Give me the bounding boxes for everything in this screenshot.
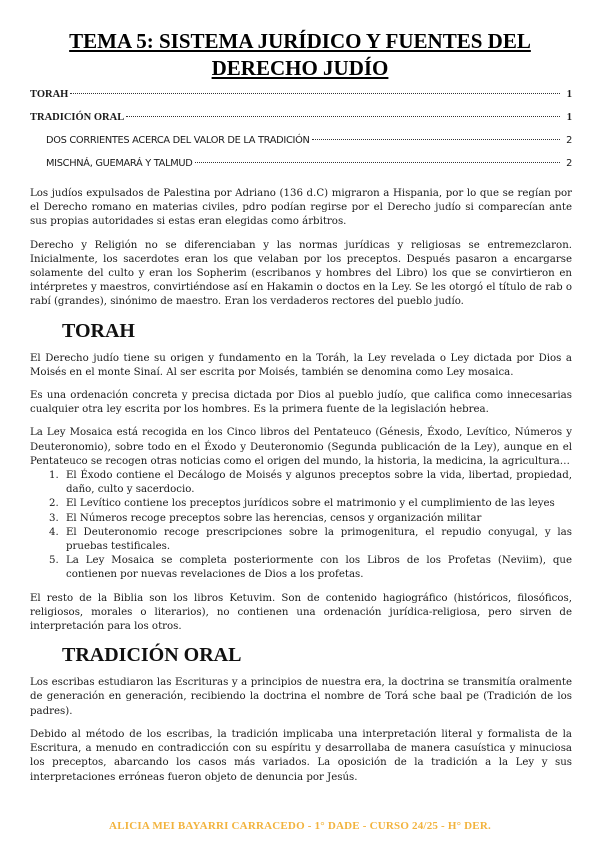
torah-list — [30, 469, 572, 583]
toc-leader — [126, 116, 560, 117]
intro-paragraph: Los judíos expulsados de Palestina por Adriano (136 d.C) migraron a Hispania, por lo que se regían por el Derecho romano en materias civiles, pdro podían regirse por el Derecho judío si comparecían ante sus propias autoridades si estas eran elegidas como árbitros. — [30, 188, 572, 228]
oral-paragraph: Debido al método de los escribas, la tradición implicaba una interpretación literal y formalista de la Escritura, a menudo en contradicción con su espíritu y desarrollaba de manera casuística y minuciosa los preceptos, abarcando los casos más variados. La oposición de la tradición a la Ley y sus interpretaciones erróneas fueron objeto de denuncia por Jesús. — [30, 728, 572, 783]
document-title: TEMA 5: SISTEMA JURÍDICO Y FUENTES DEL DERECHO JUDÍO — [69, 29, 531, 80]
toc-page-number: 1 — [566, 89, 572, 100]
section-heading-torah: TORAH — [62, 319, 135, 342]
list-item: 1. El Éxodo contiene el Decálogo de Moisés y algunos preceptos sobre la vida, libertad, propiedad, daño, culto y sacerdocio. — [62, 469, 572, 497]
toc-leader — [312, 139, 560, 140]
toc-entry-label: MISCHNÁ, GUEMARÁ Y TALMUD — [46, 158, 193, 169]
list-item: 2. El Levítico contiene los preceptos jurídicos sobre el matrimonio y el cumplimiento de las leyes — [62, 497, 572, 511]
toc-entry-label: TORAH — [30, 89, 69, 100]
torah-paragraph: El Derecho judío tiene su origen y fundamento en la Toráh, la Ley revelada o Ley dictada por Dios a Moisés en el monte Sinaí. Al ser escrita por Moisés, también se denomina como Ley mosaica. — [30, 352, 572, 378]
toc-entry-label: DOS CORRIENTES ACERCA DEL VALOR DE LA TRADICIÓN — [46, 135, 310, 146]
intro-paragraph: Derecho y Religión no se diferenciaban y las normas jurídicas y religiosas se entremezclaron. Inicialmente, los sacerdotes eran los que velaban por los preceptos. Después pasaron a encargarse solamente del culto y eran los Sopherim (escribanos y hombres del Libro) los que se convirtieron en intérpretes y maestros, convirtiéndose así en Hakamin o doctos en la Ley. Se les otorgó el título de rab o rabí (grandes), sinónimo de maestro. Eran los verdaderos rectores del pueblo judío. — [30, 239, 572, 308]
toc-page-number: 2 — [566, 158, 572, 169]
toc-page-number: 1 — [566, 112, 572, 123]
toc-leader — [70, 93, 560, 94]
oral-paragraph: Los escribas estudiaron las Escrituras y a principios de nuestra era, la doctrina se transmitía oralmente de generación en generación, recibiendo la doctrina el nombre de Torá sche baal pe (Tradición de los padres). — [30, 677, 572, 717]
toc-entry[interactable] — [30, 158, 572, 181]
table-of-contents — [30, 89, 572, 181]
document-body — [30, 187, 572, 794]
torah-paragraph: La Ley Mosaica está recogida en los Cinco libros del Pentateuco (Génesis, Éxodo, Levítico, Números y Deuteronomio), sobre todo en el Éxodo y Deuteronomio (Segunda publicación de la Ley), aunque en el Pentateuco se recogen otras noticias como el origen del mundo, la historia, la medicina, la agricultura… — [30, 427, 572, 467]
toc-leader — [195, 162, 560, 163]
page-footer: ALICIA MEI BAYARRI CARRACEDO - 1° DADE - CURSO 24/25 - H° DER. — [109, 820, 491, 832]
toc-entry-label: TRADICIÓN ORAL — [30, 112, 125, 123]
toc-page-number: 2 — [566, 135, 572, 146]
toc-entry[interactable] — [30, 89, 572, 112]
toc-entry[interactable] — [30, 112, 572, 135]
torah-paragraph: El resto de la Biblia son los libros Ketuvim. Son de contenido hagiográfico (históricos, filosóficos, religiosos, morales o literarios), no contienen una ordenación jurídica-religiosa, pero sirven de interpretación para los otros. — [30, 592, 572, 633]
toc-entry[interactable] — [30, 135, 572, 158]
torah-paragraph: Es una ordenación concreta y precisa dictada por Dios al pueblo judío, que califica como innecesarias cualquier otra ley escrita por los hombres. Es la primera fuente de la legislación hebrea. — [30, 390, 572, 416]
list-item: 3. El Números recoge preceptos sobre las herencias, censos y organización militar — [62, 512, 572, 526]
list-item: 4. El Deuteronomio recoge prescripciones sobre la primogenitura, el repudio conyugal, y las pruebas testificales. — [62, 526, 572, 554]
list-item: 5. La Ley Mosaica se completa posteriormente con los Libros de los Profetas (Neviim), que contienen por nuevas revelaciones de Dios a los profetas. — [62, 554, 572, 582]
section-heading-tradicion-oral: TRADICIÓN ORAL — [62, 644, 242, 667]
